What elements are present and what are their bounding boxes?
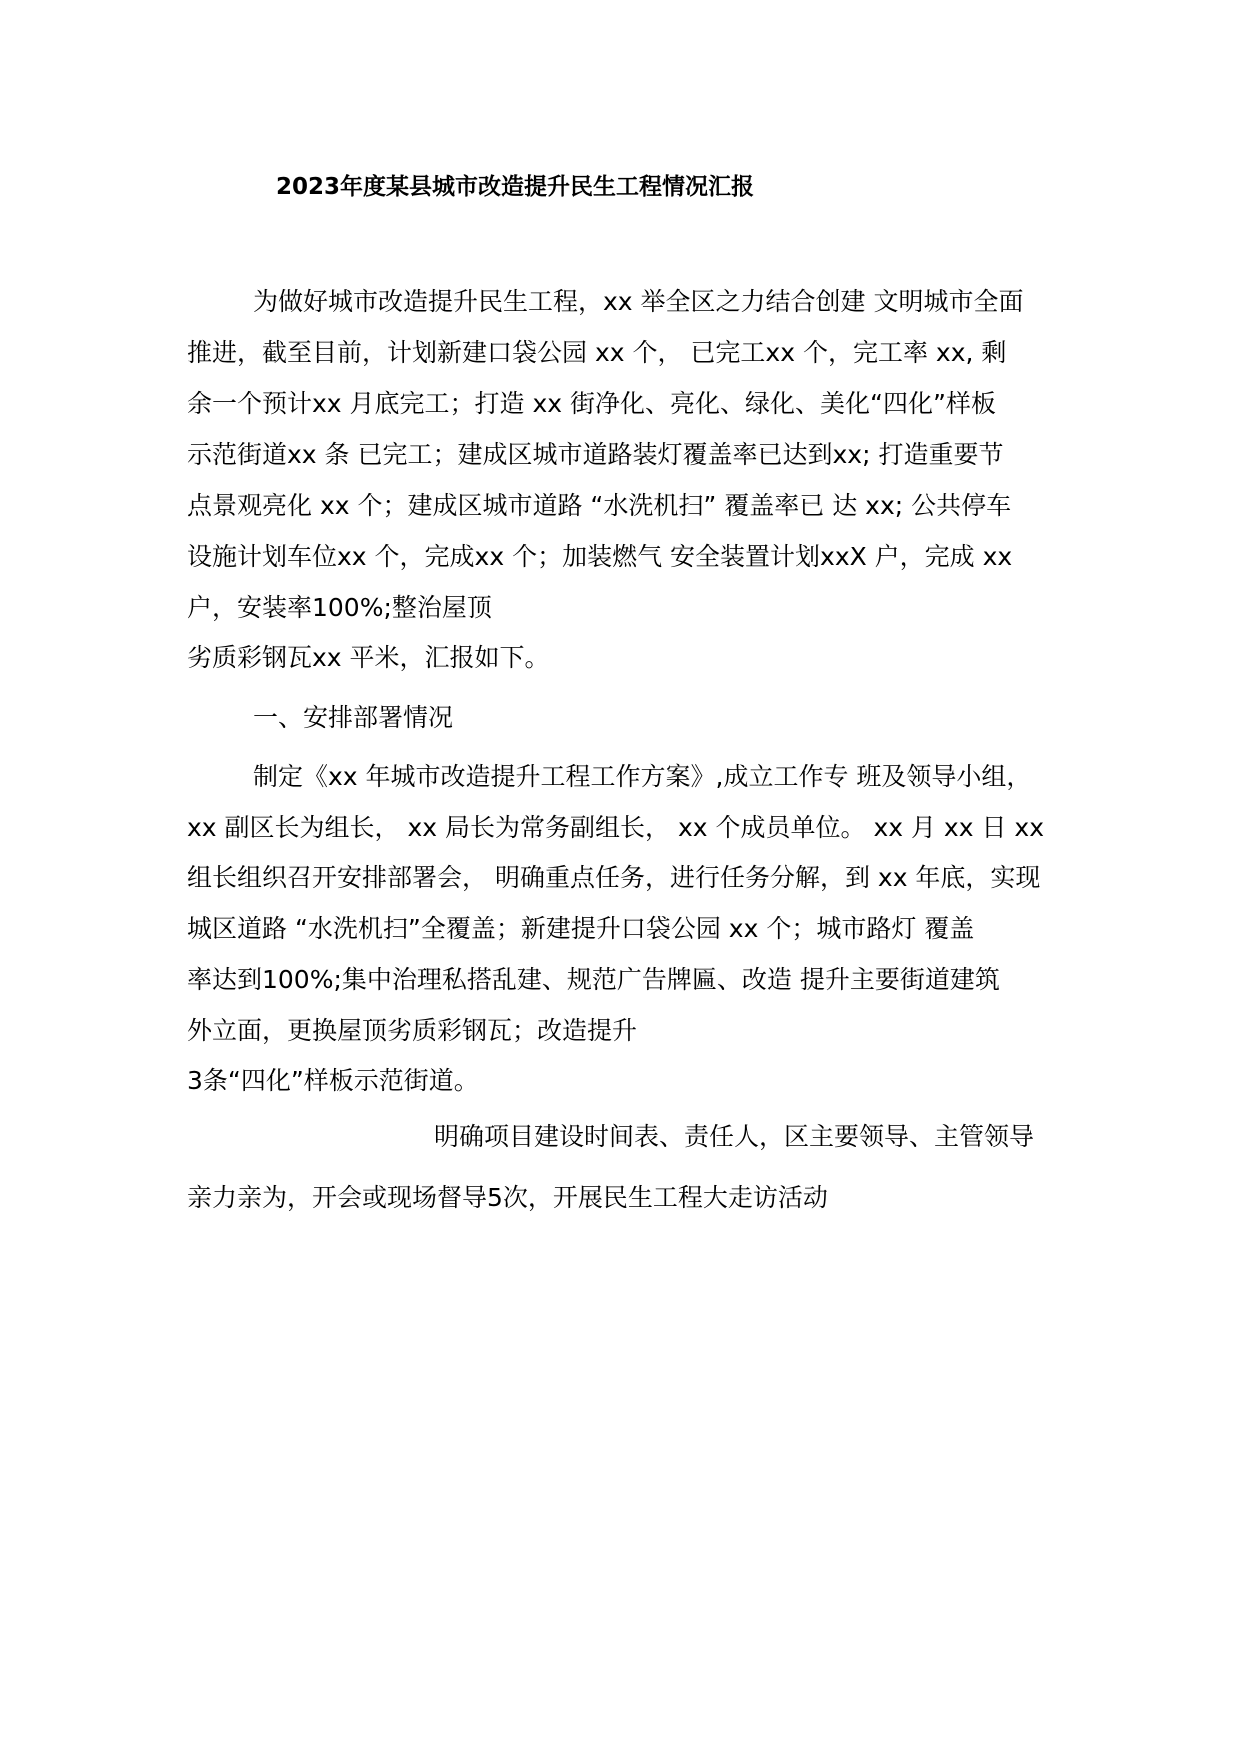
paragraph-2-line-6: 外立面，更换屋顶劣质彩钢瓦；改造提升 (187, 1016, 638, 1045)
paragraph-2-line-2: xx 副区长为组长， xx 局长为常务副组长， xx 个成员单位。 xx 月 xx 日 xx (187, 813, 1045, 842)
paragraph-2-line-3: 组长组织召开安排部署会， 明确重点任务，进行任务分解，到 xx 年底，实现 (187, 863, 1041, 892)
paragraph-1-line-7: 户，安装率100%;整治屋顶 (187, 593, 492, 622)
paragraph-2-line-7: 3条“四化”样板示范街道。 (187, 1066, 479, 1095)
paragraph-1-line-4: 示范街道xx 条 已完工；建成区城市道路装灯覆盖率已达到xx; 打造重要节 (187, 440, 1004, 469)
paragraph-3-line-1: 明确项目建设时间表、责任人，区主要领导、主管领导 (434, 1122, 1035, 1151)
paragraph-1-line-3: 余一个预计xx 月底完工；打造 xx 街净化、亮化、绿化、美化“四化”样板 (187, 389, 996, 418)
paragraph-2-line-1: 制定《xx 年城市改造提升工程工作方案》,成立工作专 班及领导小组， (253, 762, 1032, 791)
paragraph-2-line-4: 城区道路 “水洗机扫”全覆盖；新建提升口袋公园 xx 个；城市路灯 覆盖 (187, 914, 975, 943)
paragraph-1-line-5: 点景观亮化 xx 个；建成区城市道路 “水洗机扫” 覆盖率已 达 xx; 公共停车 (187, 491, 1012, 520)
paragraph-1-line-6: 设施计划车位xx 个，完成xx 个；加装燃气 安全装置计划xxX 户，完成 xx (187, 542, 1013, 571)
document-title: 2023年度某县城市改造提升民生工程情况汇报 (276, 174, 755, 200)
paragraph-2-line-5: 率达到100%;集中治理私搭乱建、规范广告牌匾、改造 提升主要街道建筑 (187, 965, 1000, 994)
paragraph-1-line-8: 劣质彩钢瓦xx 平米，汇报如下。 (187, 643, 550, 672)
section-heading: 一、安排部署情况 (253, 703, 454, 732)
paragraph-1-line-2: 推进，截至目前，计划新建口袋公园 xx 个， 已完工xx 个，完工率 xx, 剩 (187, 338, 1007, 367)
paragraph-3-line-2: 亲力亲为，开会或现场督导5次，开展民生工程大走访活动 (187, 1183, 828, 1212)
paragraph-1-line-1: 为做好城市改造提升民生工程，xx 举全区之力结合创建 文明城市全面 (253, 287, 1024, 316)
